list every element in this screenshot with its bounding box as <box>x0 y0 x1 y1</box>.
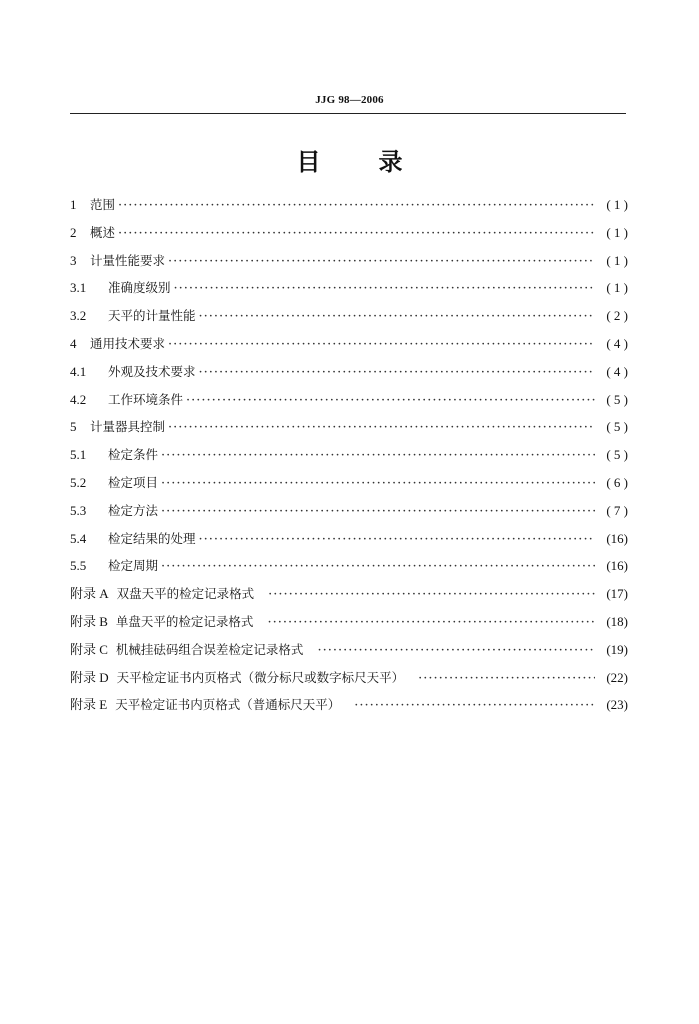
toc-page: ( 4 ) <box>606 335 628 351</box>
toc-leader <box>199 303 595 331</box>
toc-leader <box>168 248 595 276</box>
toc-text: 单盘天平的检定记录格式 <box>115 613 254 629</box>
toc-text: 计量性能要求 <box>90 252 166 268</box>
toc-entry[interactable] <box>70 469 628 497</box>
toc-text: 范围 <box>90 197 116 212</box>
toc-number: 附录 A <box>70 586 109 602</box>
toc-number: 5.4 <box>70 530 87 546</box>
toc-page: ( 5 ) <box>606 447 628 463</box>
toc-number: 2 <box>70 224 77 240</box>
toc-text: 检定结果的处理 <box>108 530 196 546</box>
toc-number: 4.2 <box>70 391 87 407</box>
toc-number: 3.2 <box>70 308 87 324</box>
toc-number: 附录 C <box>70 641 108 657</box>
toc-text: 双盘天平的检定记录格式 <box>116 586 255 602</box>
toc-text: 天平检定证书内页格式（微分标尺或数字标尺天平） <box>116 669 405 685</box>
toc-leader <box>161 470 595 498</box>
toc-number: 5 <box>70 419 77 435</box>
toc-page: (17) <box>606 586 628 602</box>
toc-page: (16) <box>606 558 628 574</box>
toc-entry[interactable] <box>70 302 628 330</box>
toc-entry[interactable] <box>70 580 628 608</box>
toc-text: 天平检定证书内页格式（普通标尺天平） <box>115 697 341 713</box>
toc-page: ( 4 ) <box>606 363 628 379</box>
toc-entry[interactable] <box>70 497 628 525</box>
toc-number: 5.5 <box>70 558 87 574</box>
toc-entry[interactable] <box>70 191 628 219</box>
header-rule <box>70 113 626 114</box>
toc-leader <box>186 387 595 415</box>
toc-text: 准确度级别 <box>108 280 171 296</box>
title-char-right: 录 <box>378 148 403 176</box>
toc-entry[interactable] <box>70 219 628 247</box>
toc-number: 4.1 <box>70 363 87 379</box>
toc-text: 天平的计量性能 <box>108 308 196 324</box>
toc-leader <box>354 692 595 720</box>
toc-leader <box>418 665 595 693</box>
toc-page: ( 1 ) <box>606 280 628 296</box>
toc-text: 检定条件 <box>108 447 159 463</box>
toc-entry[interactable] <box>70 552 628 580</box>
toc-entry[interactable] <box>70 664 628 692</box>
toc-number: 4 <box>70 335 77 351</box>
toc-leader <box>161 442 595 470</box>
toc-page: ( 5 ) <box>606 391 628 407</box>
toc-text: 概述 <box>90 224 116 240</box>
toc-page: ( 2 ) <box>606 308 628 324</box>
toc-text: 计量器具控制 <box>90 419 166 435</box>
toc-leader <box>317 637 595 665</box>
toc-entry[interactable] <box>70 636 628 664</box>
toc-text: 检定项目 <box>108 474 159 490</box>
toc-entry[interactable] <box>70 330 628 358</box>
toc-text: 通用技术要求 <box>90 335 166 351</box>
toc-text: 检定方法 <box>108 502 159 518</box>
page-title <box>0 142 699 177</box>
toc-entry[interactable] <box>70 691 628 719</box>
toc-leader <box>168 414 595 442</box>
toc-leader <box>174 275 595 303</box>
toc-page: ( 5 ) <box>606 419 628 435</box>
toc-leader <box>199 359 595 387</box>
toc-number: 5.2 <box>70 474 87 490</box>
toc-number: 5.1 <box>70 447 87 463</box>
table-of-contents <box>70 191 628 719</box>
toc-leader <box>161 498 595 526</box>
toc-text: 外观及技术要求 <box>108 363 196 379</box>
toc-entry[interactable] <box>70 413 628 441</box>
toc-entry[interactable] <box>70 441 628 469</box>
toc-entry[interactable] <box>70 386 628 414</box>
toc-entry[interactable] <box>70 608 628 636</box>
toc-number: 3 <box>70 252 77 268</box>
toc-entry[interactable] <box>70 358 628 386</box>
toc-page: ( 1 ) <box>606 252 628 268</box>
document-code-header: JJG 98—2006 <box>315 94 384 106</box>
toc-page: (22) <box>606 669 628 685</box>
toc-entry[interactable] <box>70 274 628 302</box>
toc-number: 附录 D <box>70 669 109 685</box>
toc-number: 附录 B <box>70 613 108 629</box>
toc-number: 3.1 <box>70 280 87 296</box>
toc-number: 附录 E <box>70 697 108 713</box>
toc-leader <box>268 581 595 609</box>
toc-leader <box>267 609 595 637</box>
toc-text: 机械挂砝码组合误差检定记录格式 <box>115 641 304 657</box>
toc-page: ( 1 ) <box>606 197 628 212</box>
toc-leader <box>118 192 595 220</box>
toc-entry[interactable] <box>70 525 628 553</box>
toc-entry[interactable] <box>70 247 628 275</box>
toc-page: (18) <box>606 613 628 629</box>
toc-number: 1 <box>70 197 77 212</box>
toc-text: 工作环境条件 <box>108 391 184 407</box>
toc-page: (23) <box>606 697 628 713</box>
title-char-left: 目 <box>296 148 321 176</box>
toc-leader <box>118 220 595 248</box>
toc-page: ( 1 ) <box>606 224 628 240</box>
toc-page: (19) <box>606 641 628 657</box>
toc-leader <box>168 331 595 359</box>
toc-page: ( 6 ) <box>606 474 628 490</box>
toc-number: 5.3 <box>70 502 87 518</box>
toc-page: (16) <box>606 530 628 546</box>
toc-page: ( 7 ) <box>606 502 628 518</box>
toc-leader <box>199 526 595 554</box>
toc-leader <box>161 553 595 581</box>
toc-text: 检定周期 <box>108 558 159 574</box>
